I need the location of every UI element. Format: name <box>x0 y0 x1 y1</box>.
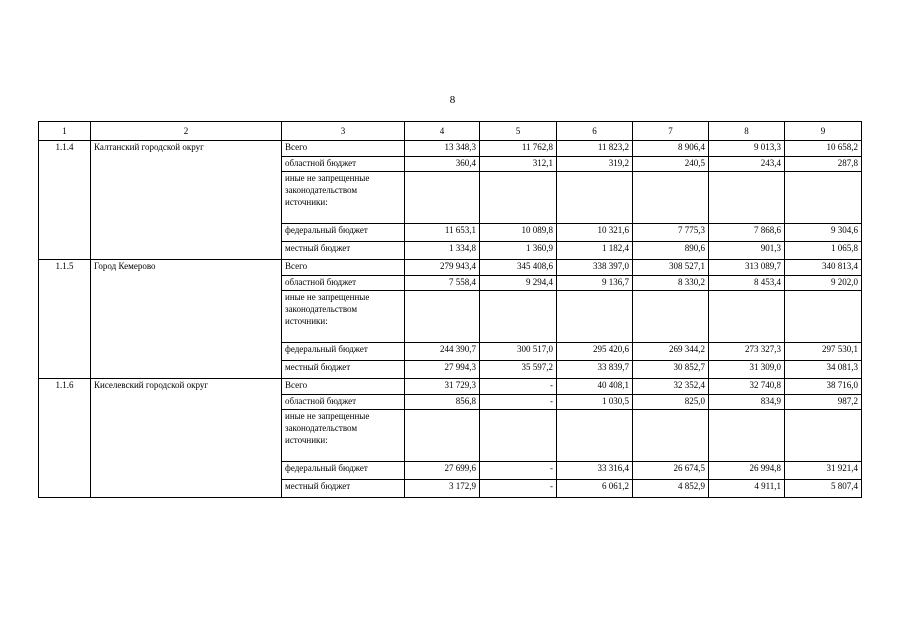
section-name: Киселевский городской округ <box>91 379 282 498</box>
table-cell: 11 823,2 <box>557 141 633 157</box>
header-cell: 3 <box>282 122 405 141</box>
table-cell <box>405 172 480 224</box>
table-cell <box>557 410 633 462</box>
table-cell: 244 390,7 <box>405 343 480 361</box>
row-label: федеральный бюджет <box>282 462 405 480</box>
table-cell: 9 136,7 <box>557 276 633 291</box>
table-cell: 8 906,4 <box>633 141 709 157</box>
table-header-row <box>39 122 862 141</box>
table-cell: 308 527,1 <box>633 260 709 276</box>
table-cell: 9 202,0 <box>785 276 862 291</box>
table-cell <box>480 172 557 224</box>
table-cell: 8 330,2 <box>633 276 709 291</box>
table-cell: 6 061,2 <box>557 480 633 498</box>
table-cell: 269 344,2 <box>633 343 709 361</box>
table-cell: 1 182,4 <box>557 242 633 260</box>
table-cell: 32 352,4 <box>633 379 709 395</box>
table-row <box>39 260 862 276</box>
table-cell: 4 911,1 <box>709 480 785 498</box>
table-cell <box>785 291 862 343</box>
table-cell: 1 360,9 <box>480 242 557 260</box>
section-code: 1.1.4 <box>39 141 91 260</box>
table-cell <box>785 410 862 462</box>
table-cell <box>480 410 557 462</box>
table-cell: - <box>480 462 557 480</box>
table-cell: 35 597,2 <box>480 361 557 379</box>
table-cell: - <box>480 379 557 395</box>
table-cell: 11 653,1 <box>405 224 480 242</box>
table-cell: 7 868,6 <box>709 224 785 242</box>
table-cell: 1 334,8 <box>405 242 480 260</box>
table-cell <box>633 291 709 343</box>
table-cell: 9 294,4 <box>480 276 557 291</box>
table-cell: 240,5 <box>633 157 709 172</box>
table-cell <box>480 291 557 343</box>
section-code: 1.1.6 <box>39 379 91 498</box>
table-cell: 31 309,0 <box>709 361 785 379</box>
table-row <box>39 379 862 395</box>
row-label: местный бюджет <box>282 361 405 379</box>
table-cell: 319,2 <box>557 157 633 172</box>
table-cell: 295 420,6 <box>557 343 633 361</box>
table-cell <box>557 291 633 343</box>
header-cell: 4 <box>405 122 480 141</box>
row-label: Всего <box>282 260 405 276</box>
table-cell: 5 807,4 <box>785 480 862 498</box>
row-label: иные не запрещенные законодательством источники: <box>282 172 405 224</box>
table-cell: 7 558,4 <box>405 276 480 291</box>
table-cell: 1 065,8 <box>785 242 862 260</box>
table-cell <box>709 291 785 343</box>
table-cell: 38 716,0 <box>785 379 862 395</box>
table-cell: 10 089,8 <box>480 224 557 242</box>
page-number: 8 <box>449 94 456 106</box>
table-cell: 279 943,4 <box>405 260 480 276</box>
row-label: Всего <box>282 141 405 157</box>
table-cell: 313 089,7 <box>709 260 785 276</box>
section-name: Калтанский городской округ <box>91 141 282 260</box>
table-cell: 33 839,7 <box>557 361 633 379</box>
section-code: 1.1.5 <box>39 260 91 379</box>
table-cell: 4 852,9 <box>633 480 709 498</box>
table-cell <box>633 410 709 462</box>
table-cell <box>709 410 785 462</box>
table-cell: 9 013,3 <box>709 141 785 157</box>
table-cell: 243,4 <box>709 157 785 172</box>
table-cell <box>709 172 785 224</box>
table-cell: 338 397,0 <box>557 260 633 276</box>
table-cell: 10 321,6 <box>557 224 633 242</box>
table-cell: 834,9 <box>709 395 785 410</box>
table-cell: 31 729,3 <box>405 379 480 395</box>
table-cell: 27 699,6 <box>405 462 480 480</box>
row-label: иные не запрещенные законодательством источники: <box>282 410 405 462</box>
table-cell: 7 775,3 <box>633 224 709 242</box>
table-cell: 34 081,3 <box>785 361 862 379</box>
header-cell: 8 <box>709 122 785 141</box>
header-cell: 7 <box>633 122 709 141</box>
table-cell: 287,8 <box>785 157 862 172</box>
table-cell <box>557 172 633 224</box>
table-cell: - <box>480 480 557 498</box>
table-cell: 901,3 <box>709 242 785 260</box>
table-cell: 345 408,6 <box>480 260 557 276</box>
table-cell: 890,6 <box>633 242 709 260</box>
row-label: местный бюджет <box>282 242 405 260</box>
table-cell: 26 994,8 <box>709 462 785 480</box>
table-cell: 8 453,4 <box>709 276 785 291</box>
table-cell: 26 674,5 <box>633 462 709 480</box>
header-cell: 9 <box>785 122 862 141</box>
table-row <box>39 141 862 157</box>
row-label: федеральный бюджет <box>282 343 405 361</box>
table-cell: 32 740,8 <box>709 379 785 395</box>
table-cell <box>405 291 480 343</box>
table-cell: 11 762,8 <box>480 141 557 157</box>
budget-table <box>38 121 862 498</box>
row-label: Всего <box>282 379 405 395</box>
table-cell: 27 994,3 <box>405 361 480 379</box>
header-cell: 1 <box>39 122 91 141</box>
table-cell: 31 921,4 <box>785 462 862 480</box>
table-cell: 340 813,4 <box>785 260 862 276</box>
table-cell: 1 030,5 <box>557 395 633 410</box>
table-cell: 312,1 <box>480 157 557 172</box>
header-cell: 5 <box>480 122 557 141</box>
row-label: федеральный бюджет <box>282 224 405 242</box>
section-name: Город Кемерово <box>91 260 282 379</box>
table-cell: 856,8 <box>405 395 480 410</box>
table-cell: 273 327,3 <box>709 343 785 361</box>
row-label: местный бюджет <box>282 480 405 498</box>
row-label: иные не запрещенные законодательством источники: <box>282 291 405 343</box>
table-cell: 9 304,6 <box>785 224 862 242</box>
header-cell: 6 <box>557 122 633 141</box>
table-cell <box>405 410 480 462</box>
table-cell: 40 408,1 <box>557 379 633 395</box>
table-cell: 13 348,3 <box>405 141 480 157</box>
table-cell <box>785 172 862 224</box>
table-cell: 987,2 <box>785 395 862 410</box>
table-cell: 300 517,0 <box>480 343 557 361</box>
table-cell <box>633 172 709 224</box>
row-label: областной бюджет <box>282 276 405 291</box>
table-cell: 825,0 <box>633 395 709 410</box>
row-label: областной бюджет <box>282 395 405 410</box>
table-cell: 360,4 <box>405 157 480 172</box>
table-cell: 10 658,2 <box>785 141 862 157</box>
table-cell: 297 530,1 <box>785 343 862 361</box>
table-cell: - <box>480 395 557 410</box>
header-cell: 2 <box>91 122 282 141</box>
row-label: областной бюджет <box>282 157 405 172</box>
table-cell: 30 852,7 <box>633 361 709 379</box>
table-cell: 33 316,4 <box>557 462 633 480</box>
table-cell: 3 172,9 <box>405 480 480 498</box>
